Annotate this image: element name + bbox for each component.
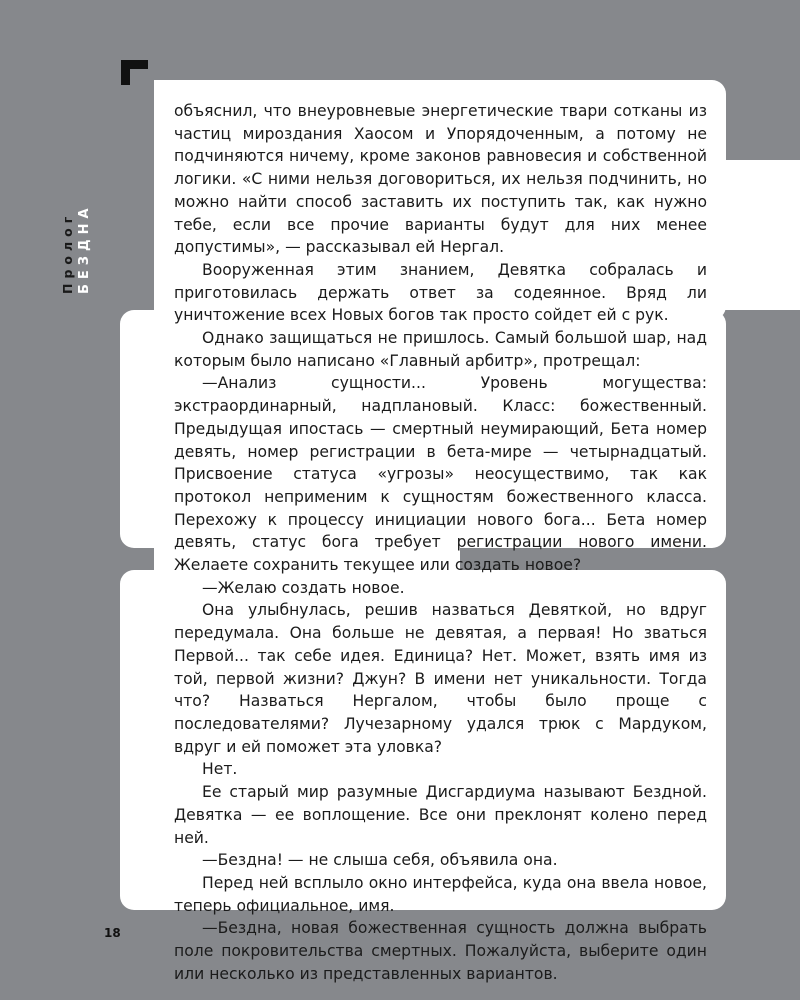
paragraph: —Бездна, новая божественная сущность должна выбрать поле покровительства смертных. Пожалуйста, выберите один или несколько из представленных вариантов. (174, 919, 707, 983)
corner-bracket-icon (121, 60, 148, 85)
paragraph: —Анализ сущности... Уровень могущества: экстраординарный, надплановый. Класс: божественный. Предыдущая ипостась — смертный неумирающий, Бета номер девять, номер регистрации в бета-мире — четырнадцатый. Присвоение статуса «угрозы» неосуществимо, так как протокол неприменим к сущностям божественного класса. Перехожу к процессу инициации нового бога... Бета номер девять, статус бога требует регистрации нового имени. Желаете сохранить текущее или создать новое? (174, 374, 707, 575)
paragraph: Она улыбнулась, решив назваться Девяткой, но вдруг передумала. Она больше не девятая, а первая! Но зваться Первой... так себе идея. Единица? Нет. Может, взять имя из той, первой жизни? Джун? В имени нет уникальности. Тогда что? Назваться Нергалом, чтобы было проще с последователями? Лучезарному удался трюк с Мардуком, вдруг и ей поможет эта уловка? (174, 601, 707, 756)
paragraph: Однако защищаться не пришлось. Самый большой шар, над которым было написано «Главный арбитр», протрещал: (174, 329, 707, 370)
chapter-label: БЕЗДНА (77, 203, 92, 294)
paragraph: Перед ней всплыло окно интерфейса, куда она ввела новое, теперь официальное, имя. (174, 873, 707, 915)
paragraph: Нет. (202, 760, 238, 779)
paragraph: Вооруженная этим знанием, Девятка собралась и приготовилась держать ответ за содеянное. Вряд ли уничтожение всех Новых богов так просто сойдет ей с рук. (174, 260, 707, 325)
running-header (60, 94, 94, 294)
page-number: 18 (104, 926, 121, 940)
body-text (174, 100, 707, 985)
paragraph: —Желаю создать новое. (202, 578, 405, 597)
paragraph: объяснил, что внеуровневые энергетические твари сотканы из частиц мироздания Хаосом и Упорядоченным, а потому не подчиняются ничему, кроме законов равновесия и собственной логики. «С ними нельзя договориться, их нельзя подчинить, но можно найти способ заставить их поступить так, как нужно тебе, если все прочие варианты будут для них менее допустимы», — рассказывал ей Нергал. (174, 102, 707, 257)
paragraph: Ее старый мир разумные Дисгардиума называют Бездной. Девятка — ее воплощение. Все они преклонят колено перед ней. (174, 783, 707, 847)
section-label: Пролог (60, 211, 75, 294)
paragraph: —Бездна! — не слыша себя, объявила она. (202, 851, 558, 870)
